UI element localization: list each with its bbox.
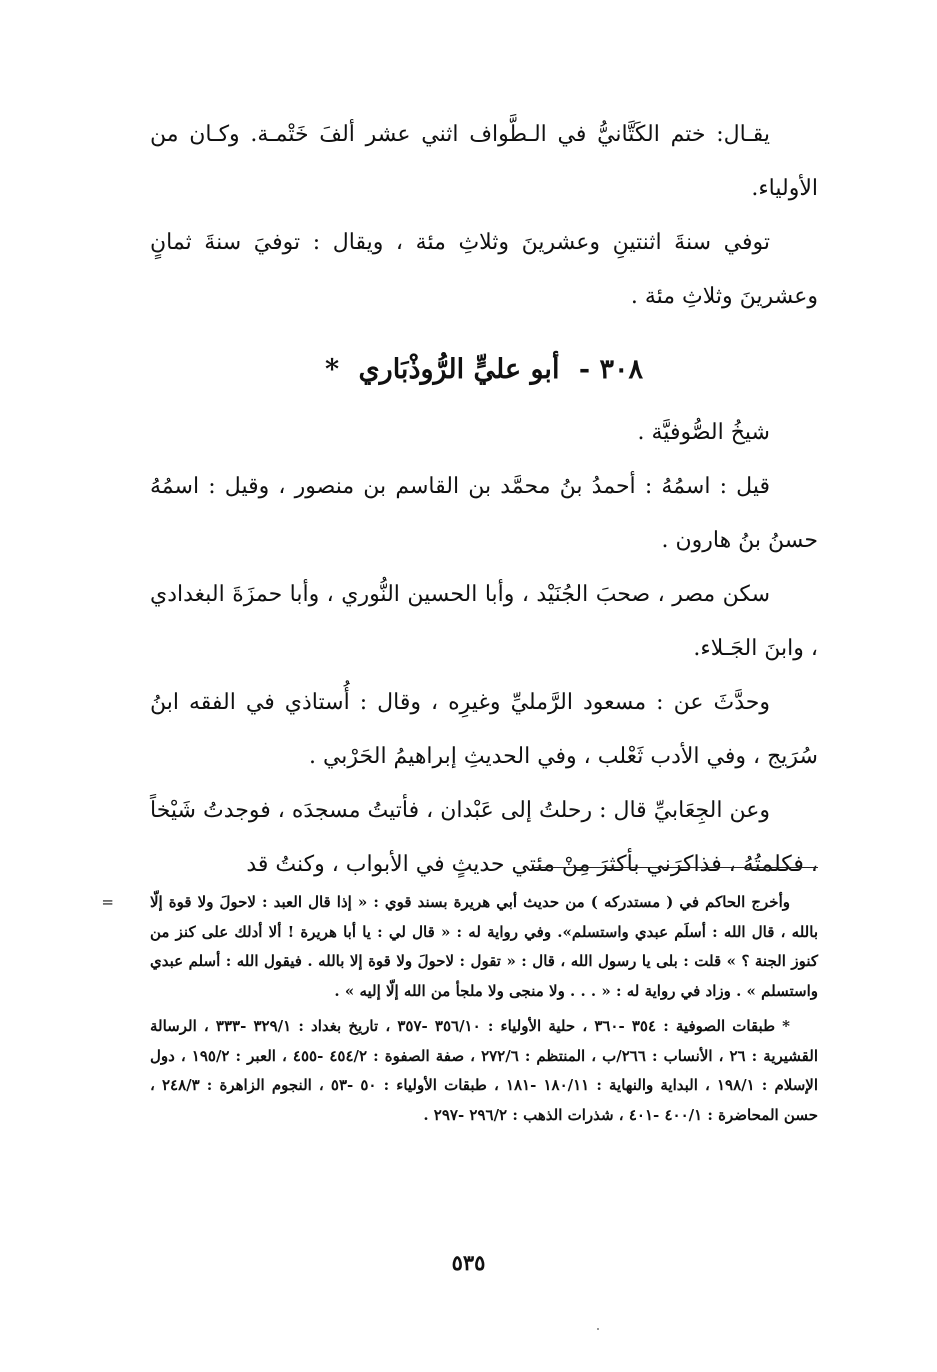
- footnote-continuation: [101, 888, 818, 1006]
- paragraph-jiabi: وعن الجِعَابيِّ قال : رحلتُ إلى عَبْدان ، فأتيتُ مسجدَه ، فوجدتُ شَيْخاً ، فكلمتُهُ ، فذاكرَني بأكثرَ مِنْ مئتي حديثٍ في الأبواب ، وكنتُ قد: [150, 798, 818, 877]
- paragraph-name: قيل : اسمُهُ : أحمدُ بنُ محمَّد بن القاسم بن منصور ، وقيل : اسمُهُ حسنُ بنُ هارون .: [150, 474, 818, 553]
- paragraph-teachers: وحدَّثَ عن : مسعود الرَّمليِّ وغيرِه ، وقال : أُستاذي في الفقه ابنُ سُرَيج ، وفي الأدب ثَعْلب ، وفي الحديثِ إبراهيمُ الحَرْبي .: [150, 690, 818, 769]
- paragraph-kattani-khatm: يقـال: ختم الكَتَّانيُّ في الـطَّواف اثني عشر ألفَ خَتْمـة. وكـان من الأولياء.: [150, 122, 818, 201]
- entry-heading: [150, 340, 818, 400]
- footnote-separator: [532, 867, 818, 868]
- paragraph-companions: سكن مصر ، صحبَ الجُنَيْد ، وأبا الحسين النُّوري ، وأبا حمزَةَ البغدادي ، وابنَ الجَـلاء.: [150, 582, 818, 661]
- footnote-sources: * طبقات الصوفية : ٣٥٤ -٣٦٠ ، حلية الأولياء : ٣٥٦/١٠ -٣٥٧ ، تاريخ بغداد : ٣٢٩/١ -٣٣٣ ، الرسالة القشيرية : ٢٦ ، الأنساب : ٢٦٦/ب ، المنتظم : ٢٧٢/٦ ، صفة الصفوة : ٤٥٤/٢ -٤٥٥ ، العبر : ١٩٥/٢ ، دول الإسلام : ١٩٨/١ ، البداية والنهاية : ١٨٠/١١ -١٨١ ، طبقات الأولياء : ٥٠ -٥٣ ، النجوم الزاهرة : ٢٤٨/٣ ، حسن المحاضرة : ٤٠٠/١ -٤٠١ ، شذرات الذهب : ٢٩٦/٢ -٢٩٧ .: [150, 1017, 819, 1124]
- entry-name: أبو عليٍّ الرُّوذْبَاري: [358, 354, 560, 385]
- scan-speck: [597, 1328, 599, 1330]
- continuation-marker: =: [101, 893, 114, 911]
- page-number: ٥٣٥: [451, 1250, 486, 1275]
- main-text: [150, 108, 818, 892]
- footnotes: [101, 888, 819, 1136]
- entry-number: ٣٠٨ -: [578, 354, 643, 385]
- paragraph-kattani-death: توفي سنةَ اثنتينِ وعشرينَ وثلاثِ مئة ، ويقال : توفيَ سنةَ ثمانٍ وعشرينَ وثلاثِ مئة .: [150, 230, 818, 309]
- footnote-continuation-text: وأخرج الحاكم في ( مستدركه ) من حديث أبي هريرة بسند قوي : « إذا قال العبد : لاحولَ ولا قوة إلّا بالله ، قال الله : أسلَم عبدي واستسلم». وفي رواية له : « قال لي : يا أبا هريرة ! ألا أدلك على كنز من كنوز الجنة ؟ » قلت : بلى يا رسول الله ، قال : « تقول : لاحولَ ولا قوة إلا بالله . فيقول الله : أسلم عبدي واستسلم » . وزاد في رواية له : « . . . ولا منجى ولا ملجأ من الله إلّا إليه » .: [150, 893, 818, 1000]
- paragraph-title: شيخُ الصُّوفيَّة .: [637, 420, 770, 445]
- source-marker: *: [325, 354, 340, 385]
